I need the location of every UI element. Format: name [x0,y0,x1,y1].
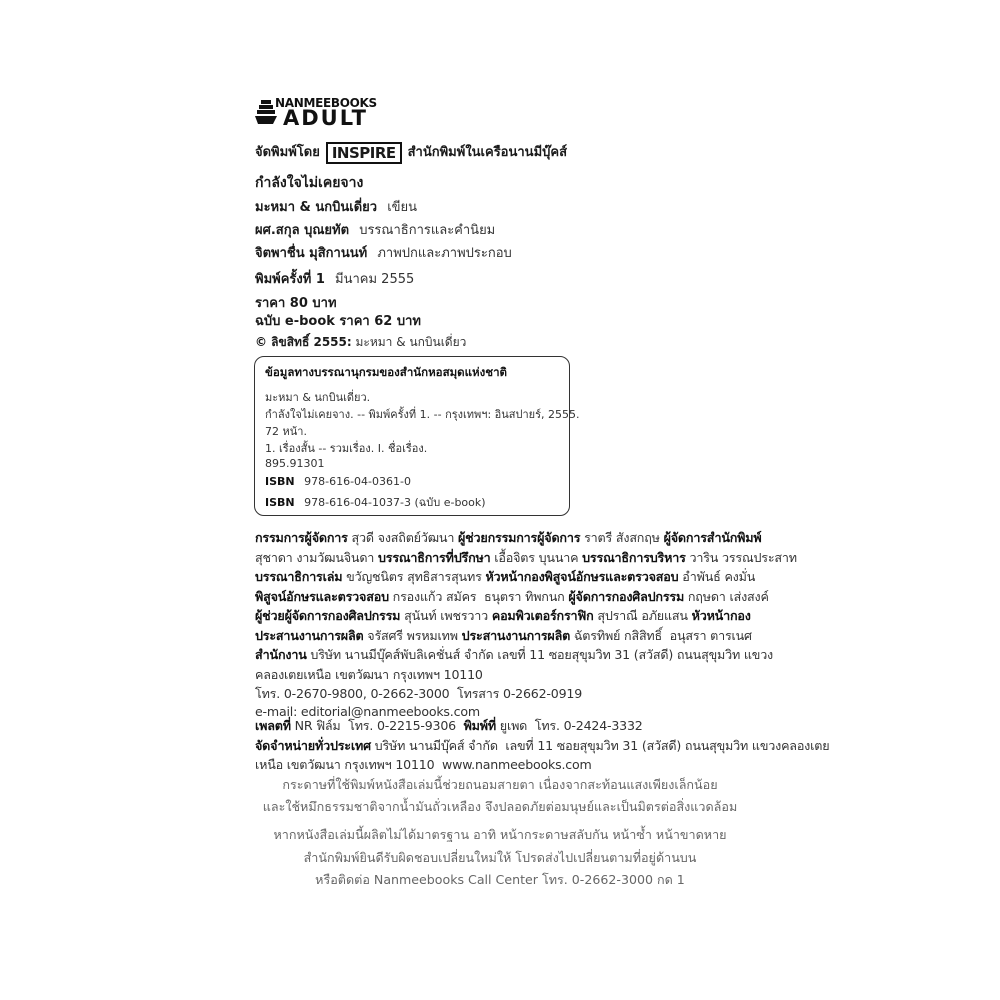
inspire-logo: INSPIRE [326,142,402,164]
isbn-value: 978-616-04-1037-3 (ฉบับ e-book) [304,496,486,509]
credit-value: บริษัท นานมีบุ๊คส์ จำกัด เลขที่ 11 ซอยสุขุมวิท 31 (สวัสดี) ถนนสุขุมวิท แขวงคลองเตย [370,737,830,753]
credit-value: โทร. 0-2670-9800, 0-2662-3000 โทรสาร 0-2662-0919 [255,686,583,701]
credit-role: พิสูจน์อักษรและตรวจสอบ [255,588,389,604]
print-date: มีนาคม 2555 [335,272,415,287]
copyright-label: © ลิขสิทธิ์ 2555: [255,335,352,349]
credit-role: จัดจำหน่ายทั่วประเทศ [255,737,371,753]
credit-value: คลองเตยเหนือ เขตวัฒนา กรุงเทพฯ 10110 [255,666,483,682]
credit-value: วาริน วรรณประสาท [685,549,797,565]
print-info [255,268,414,289]
isbn-print [265,475,411,488]
role-illustrator [255,242,512,263]
price-ebook: ฉบับ e-book ราคา 62 บาท [255,314,421,329]
credit-role: ผู้จัดการกองศิลปกรรม [568,588,685,604]
copyright [255,333,466,352]
printing-line [255,716,643,736]
book-title: กำลังใจไม่เคยจาง [255,175,364,191]
note-line: หากหนังสือเล่มนี้ผลิตไม่ได้มาตรฐาน อาทิ หน้ากระดาษสลับกัน หน้าซ้ำ หน้าขาดหาย [273,827,727,842]
note-line: และใช้หมึกธรรมชาติจากน้ำมันถั่วเหลือง จึงปลอดภัยต่อมนุษย์และเป็นมิตรต่อสิ่งแวดล้อม [262,799,738,814]
catalog-line: กำลังใจไม่เคยจาง. -- พิมพ์ครั้งที่ 1. -- กรุงเทพฯ: อินสปายร์, 2555. [265,408,580,421]
staff-line [255,528,761,548]
publisher-suffix: สำนักพิมพ์ในเครือนานมีบุ๊คส์ [407,145,568,160]
nanmeebooks-logo [255,96,375,128]
credit-value: จรัสศรี พรหมเทพ [363,627,462,643]
staff-line [255,645,773,665]
credit-role: สำนักงาน [255,647,307,662]
credit-value: สุชาดา งามวัฒนจินดา [255,549,378,565]
credit-value: กฤษดา เส่งสงค์ [684,588,769,604]
credit-role: บรรณาธิการเล่ม [255,569,343,584]
credit-value: บริษัท นานมีบุ๊คส์พับลิเคชั่นส์ จำกัด เลขที่ 11 ซอยสุขุมวิท 31 (สวัสดี) ถนนสุขุมวิท แขวง [306,647,774,662]
printing-line [255,736,829,756]
note-line: หรือติดต่อ Nanmeebooks Call Center โทร. 0-2662-3000 กด 1 [315,872,685,887]
printing-line [255,755,592,775]
catalog-line: 72 หน้า. [265,425,307,438]
publisher-line [255,141,567,164]
credit-value: สุนันท์ เพชรวาว [400,608,492,623]
price-print: ราคา 80 บาท [255,296,337,311]
credit-value: ยูเพด โทร. 0-2424-3332 [495,718,643,733]
credit-value: NR ฟิล์ม โทร. 0-2215-9306 [290,718,464,733]
credit-role: หัวหน้ากอง [691,608,751,623]
isbn-label: ISBN [265,496,295,509]
credit-value: e-mail: editorial@nanmeebooks.com [255,703,480,719]
copyright-owner: มะหมา & นกบินเดี่ยว [355,335,467,349]
credit-value: ราตรี สังสกฤษ [580,530,664,545]
staff-line [255,587,769,607]
credit-value: อำพันธ์ คงมั่น [678,569,756,584]
credit-value: ขวัญชนิตร สุทธิสารสุนทร [342,569,486,584]
isbn-ebook [265,493,486,511]
credit-value: เหนือ เขตวัฒนา กรุงเทพฯ 10110 www.nanmeebooks.com [255,757,592,772]
staff-line [255,548,797,568]
staff-line [255,606,751,626]
staff-line [255,626,752,646]
credit-role: พิมพ์ที่ [463,718,496,733]
credit-value: ฉัตรทิพย์ กสิสิทธิ์ อนุสรา ตารเนศ [570,627,752,643]
staff-line [255,665,483,685]
credit-role: กรรมการผู้จัดการ [255,530,348,545]
credit-value: สุวดี จงสถิตย์วัฒนา [347,530,458,545]
role-label: บรรณาธิการและคำนิยม [359,223,496,238]
print-edition: พิมพ์ครั้งที่ 1 [255,272,325,287]
credit-role: ผู้จัดการสำนักพิมพ์ [663,530,762,545]
catalog-line: มะหมา & นกบินเดี่ยว. [265,391,371,404]
logo-line: ADULT [283,106,368,130]
isbn-value: 978-616-04-0361-0 [304,475,411,488]
role-label: เขียน [387,200,418,215]
credit-role: บรรณาธิการที่ปรึกษา [377,549,491,565]
credit-value: กรองแก้ว สมัคร ธนุตรา ทิพกนก [388,588,569,604]
credit-role: ประสานงานการผลิต [255,627,364,643]
role-editor [255,219,495,240]
catalog-box [254,356,580,516]
credit-role: หัวหน้ากองพิสูจน์อักษรและตรวจสอบ [485,569,679,584]
credit-role: ผู้ช่วยผู้จัดการกองศิลปกรรม [255,608,401,623]
isbn-label: ISBN [265,475,295,488]
credit-role: เพลตที่ [255,718,291,733]
credit-value: เอื้อจิตร บุนนาค [490,549,583,565]
credit-role: ประสานงานการผลิต [461,627,571,643]
logo-brand: NANMEEBOOKS [275,96,377,110]
role-name: มะหมา & นกบินเดี่ยว [255,200,378,215]
catalog-title: ข้อมูลทางบรรณานุกรมของสำนักหอสมุดแห่งชาติ [265,365,507,379]
credit-role: ผู้ช่วยกรรมการผู้จัดการ [458,530,581,545]
role-name: ผศ.สกุล บุณยทัต [255,223,350,238]
catalog-line: 895.91301 [265,457,325,470]
catalog-line: 1. เรื่องสั้น -- รวมเรื่อง. I. ชื่อเรื่อง. [265,442,428,455]
note-line: กระดาษที่ใช้พิมพ์หนังสือเล่มนี้ช่วยถนอมสายตา เนื่องจากสะท้อนแสงเพียงเล็กน้อย [282,777,718,792]
role-author [255,196,417,217]
staff-line [255,684,582,704]
credit-role: บรรณาธิการบริหาร [582,549,686,565]
note-line: สำนักพิมพ์ยินดีรับผิดชอบเปลี่ยนใหม่ให้ โปรดส่งไปเปลี่ยนตามที่อยู่ด้านบน [303,850,697,865]
role-label: ภาพปกและภาพประกอบ [377,246,512,261]
credit-role: คอมพิวเตอร์กราฟิก [491,608,594,623]
staff-line [255,567,755,587]
role-name: จิตพาชื่น มุสิกานนท์ [255,246,368,261]
publisher-prefix: จัดพิมพ์โดย [255,145,320,160]
credit-value: สุปราณี อภัยแสน [593,608,692,623]
